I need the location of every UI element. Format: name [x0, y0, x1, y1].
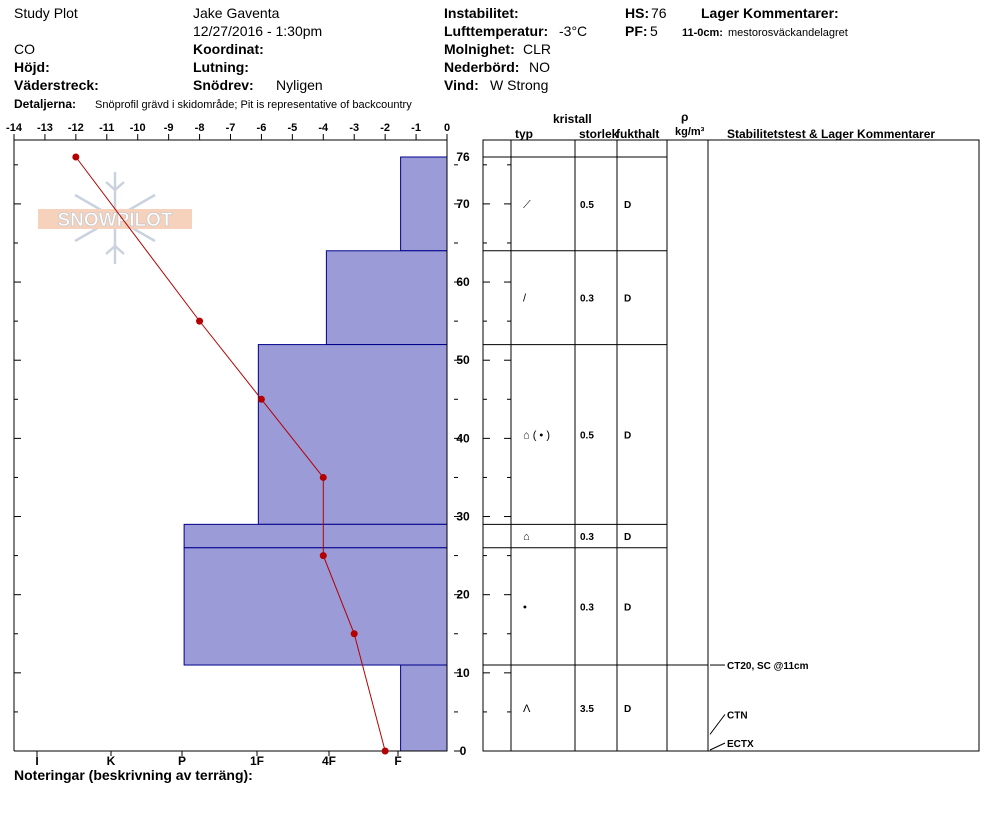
- airtemp-label: Lufttemperatur:: [444, 23, 549, 39]
- hardness-label: I: [35, 754, 39, 768]
- moisture-header: fukthalt: [616, 127, 660, 141]
- layer-moisture: D: [624, 602, 632, 614]
- grain-size: 0.5: [580, 199, 594, 211]
- temp-tick-label: -9: [163, 122, 174, 134]
- temperature-point: [196, 318, 203, 325]
- layer-moisture: D: [624, 704, 632, 716]
- depth-tick-label: 70: [456, 196, 470, 211]
- depth-tick-label: 50: [456, 353, 470, 368]
- depth-tick-label: 20: [456, 587, 470, 602]
- type-header: typ: [515, 127, 533, 141]
- hardness-bar: [184, 524, 447, 547]
- snowfall-label: Snödrev:: [193, 77, 254, 93]
- faceted-rounded-icon: ⌂ ( • ): [523, 429, 550, 442]
- details-value: Snöprofil grävd i skidområde; Pit is representative of backcountry: [95, 99, 412, 111]
- obs-datetime: 12/27/2016 - 1:30pm: [193, 23, 323, 39]
- stability-arrow: [710, 714, 725, 734]
- temp-tick-label: -10: [129, 122, 146, 134]
- hardness-label: 1F: [249, 754, 265, 768]
- grain-size: 0.3: [580, 532, 594, 544]
- temperature-point: [320, 474, 327, 481]
- stability-arrow: [710, 743, 725, 750]
- layer-moisture: D: [624, 532, 632, 544]
- sky-label: Molnighet:: [444, 41, 515, 57]
- hardness-label: P: [177, 754, 187, 768]
- precip-label: Nederbörd:: [444, 59, 520, 75]
- site-name: Study Plot: [14, 5, 78, 21]
- depth-hoar-icon: Λ: [523, 703, 531, 716]
- precip-value: NO: [529, 59, 550, 75]
- wind-value: W Strong: [490, 77, 549, 93]
- coord-label: Koordinat:: [193, 41, 264, 57]
- temp-tick-label: -14: [6, 122, 22, 134]
- details-label: Detaljerna:: [14, 97, 77, 111]
- stability-header: Stabilitetstest & Lager Kommentarer: [727, 127, 936, 141]
- temp-tick-label: -4: [318, 122, 329, 134]
- temp-tick-label: -12: [67, 122, 84, 134]
- logo-text: SNOWPILOT: [57, 210, 173, 231]
- aspect-label: Väderstreck:: [14, 77, 99, 93]
- temp-tick-label: -8: [194, 122, 205, 134]
- wind-label: Vind:: [444, 77, 479, 93]
- hardness-bar: [258, 345, 447, 525]
- snowpilot-logo: [38, 172, 192, 264]
- faceted-icon: ⌂: [523, 531, 530, 544]
- layer-comment-text: mestorosväckandelagret: [728, 27, 848, 39]
- rho-header: ρ: [681, 110, 689, 124]
- notes-label: Noteringar (beskrivning av terräng):: [14, 767, 253, 783]
- temp-tick-label: -3: [349, 122, 360, 134]
- grain-size: 3.5: [580, 704, 594, 716]
- crystal-header: kristall: [553, 112, 592, 126]
- rounded-dot-icon: •: [523, 601, 527, 614]
- state: CO: [14, 41, 35, 57]
- depth-tick-label: 60: [456, 275, 470, 290]
- depth-tick-label: 40: [456, 431, 470, 446]
- temperature-point: [351, 630, 358, 637]
- temperature-point: [72, 154, 79, 161]
- slash-icon: /: [523, 292, 527, 305]
- layer-comment-range: 11-0cm:: [682, 27, 723, 39]
- grain-size: 0.5: [580, 430, 594, 442]
- pf-value: 5: [650, 23, 658, 39]
- layer-comments-label: Lager Kommentarer:: [701, 5, 839, 21]
- temp-tick-label: -2: [380, 122, 391, 134]
- grain-size: 0.3: [580, 293, 594, 305]
- size-header: storlek: [579, 127, 619, 141]
- layer-table-frame: [483, 140, 979, 751]
- stability-test-label: ECTX: [727, 739, 754, 750]
- depth-tick-label: 76: [456, 150, 470, 164]
- hs-label: HS:: [625, 5, 650, 21]
- airtemp-value: -3°C: [559, 23, 588, 39]
- depth-tick-label: 10: [456, 665, 470, 680]
- hardness-label: F: [394, 754, 402, 768]
- broken-dash-icon: ⟋: [523, 198, 531, 211]
- temperature-point: [258, 396, 265, 403]
- slope-label: Lutning:: [193, 59, 249, 75]
- hs-value: 76: [651, 5, 667, 21]
- stability-test-label: CTN: [727, 710, 748, 722]
- temp-tick-label: -5: [287, 122, 298, 134]
- stability-test-label: CT20, SC @11cm: [727, 661, 809, 673]
- temp-tick-label: -13: [36, 122, 53, 134]
- temp-tick-label: -1: [411, 122, 421, 134]
- layer-moisture: D: [624, 199, 632, 211]
- depth-tick-label: 0: [459, 744, 467, 758]
- observer-name: Jake Gaventa: [193, 5, 280, 21]
- density-unit-header: kg/m³: [675, 126, 705, 138]
- hardness-bar: [401, 157, 447, 251]
- layer-moisture: D: [624, 293, 632, 305]
- sky-value: CLR: [523, 41, 552, 57]
- hardness-bar: [401, 665, 447, 751]
- temp-tick-label: 0: [443, 122, 451, 134]
- hardness-bar: [326, 251, 447, 345]
- instability-label: Instabilitet:: [444, 5, 519, 21]
- elevation-label: Höjd:: [14, 59, 50, 75]
- snowfall-value: Nyligen: [276, 77, 323, 93]
- depth-tick-label: 30: [456, 509, 470, 524]
- layer-moisture: D: [624, 430, 632, 442]
- hardness-bar: [184, 548, 447, 665]
- hardness-label: 4F: [321, 754, 337, 768]
- grain-size: 0.3: [580, 602, 594, 614]
- hardness-label: K: [106, 754, 116, 768]
- temperature-point: [320, 552, 327, 559]
- temp-tick-label: -6: [256, 122, 267, 134]
- temp-tick-label: -7: [225, 122, 236, 134]
- pf-label: PF:: [625, 23, 648, 39]
- temp-tick-label: -11: [99, 122, 115, 134]
- temperature-point: [382, 748, 389, 755]
